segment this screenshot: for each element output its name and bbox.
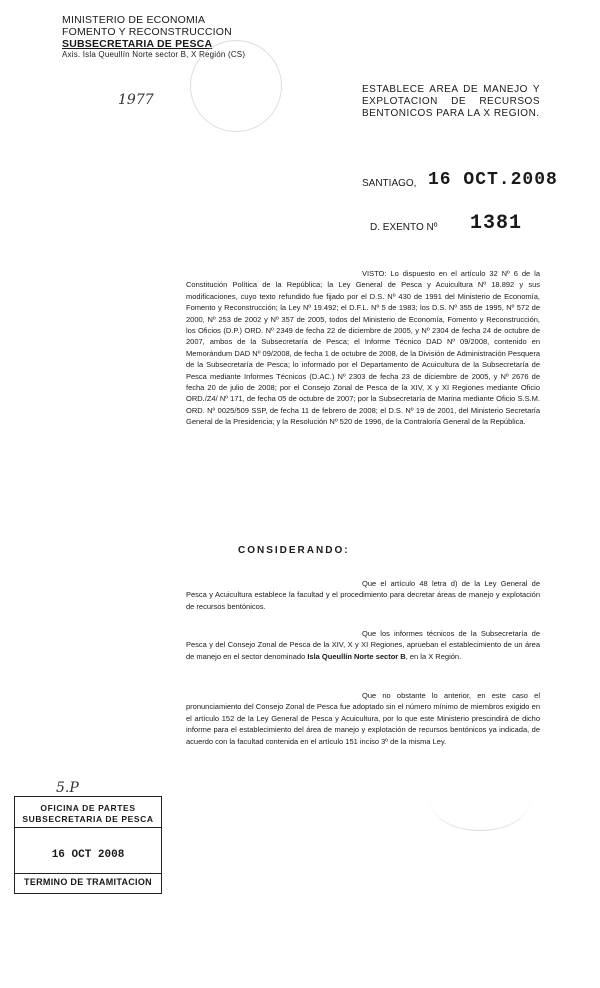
faded-seal-stamp (190, 40, 282, 132)
oficina-partes-stamp (14, 796, 162, 894)
decree-title: ESTABLECE AREA DE MANEJO Y EXPLOTACION DE RECURSOS BENTONICOS PARA LA X REGION. (362, 84, 540, 119)
margin-handwriting: 5.P (56, 780, 79, 796)
exento-number: 1381 (470, 212, 523, 235)
date-stamp: 16 OCT.2008 (428, 170, 558, 190)
p2-text-before: Que los informes técnicos de la Subsecretaría de Pesca y del Consejo Zonal de Pesca de la XIV, X y XI Regiones, aprueban el establecimiento de un área de manejo en el sector denominado (186, 629, 540, 661)
stamp-divider (15, 827, 161, 828)
date-label: SANTIAGO, (362, 178, 417, 189)
exento-label: D. EXENTO Nº (370, 222, 438, 233)
stamp-divider-2 (15, 873, 161, 874)
considerando-heading: CONSIDERANDO: (238, 545, 350, 556)
stamp-line-1: OFICINA DE PARTES (40, 803, 136, 813)
ministry-line-1: MINISTERIO DE ECONOMIA (62, 14, 206, 26)
p2-text-after: , en la X Región. (405, 651, 462, 661)
ministry-line-2: FOMENTO Y RECONSTRUCCION (62, 26, 232, 38)
stamp-date: 16 OCT 2008 (51, 849, 125, 861)
considerando-paragraph-3: Que no obstante lo anterior, en este caso el pronunciamiento del Consejo Zonal de Pesca fue adoptado sin el número mínimo de miembros exigido en el artículo 152 de la Ley General de Pesca y Acuicultura, por lo que este Ministerio prescindirá de dicho informe para el establecimiento del área de manejo y explotación de recursos bentónicos ya indicada, de acuerdo con la facultad contenida en el artículo 151 inciso 3º de la misma Ley. (186, 691, 540, 746)
p2-sector-name: Isla Queullín Norte sector B (307, 651, 406, 661)
considerando-paragraph-2 (186, 628, 540, 662)
subsecretaria-line: SUBSECRETARIA DE PESCA (62, 38, 213, 50)
visto-paragraph: VISTO: Lo dispuesto en el artículo 32 Nº 6 de la Constitución Política de la República; la Ley General de Pesca y Acuicultura Nº 18.892 y sus modificaciones, cuyo texto refundido fue fijado por el D.S. Nº 430 de 1991 del Ministerio de Economía, Fomento y Reconstrucción; la Ley Nº 19.492; el D.F.L. Nº 5 de 1983; los D.S. Nº 355 de 1995, Nº 572 de 2000, Nº 253 de 2002 y Nº 357 de 2005, todos del Ministerio de Economía, Fomento y Reconstrucción, los Oficios (D.P.) ORD. Nº 2349 de fecha 22 de diciembre de 2005, y Nº 2304 de fecha 24 de octubre de 2007, ambos de la Subsecretaría de Pesca; el Informe Técnico DAD Nº 09/2008, contenido en Memorándum DAD Nº 09/2008, de fecha 1 de octubre de 2008, de la División de Administración Pesquera de la Subsecretaría de Pesca; lo informado por el Departamento de Acuicultura de la Subsecretaría de Pesca mediante Informes Técnicos (D.AC.) Nº 2303 de fecha 23 de diciembre de 2005, y Nº 2676 de fecha 20 de julio de 2008; por el Consejo Zonal de Pesca de la XIV, X y XI Regiones mediante Oficio ORD./Z4/ Nº 171, de fecha 05 de octubre de 2007; por la Subsecretaría de Marina mediante Oficio S.S.M. ORD. Nº 0025/509 SSP, de fecha 11 de febrero de 2008; el D.S. Nº 19 de 2001, del Ministerio Secretaría General de la Presidencia; y la Resolución Nº 520 de 1996, de la Contraloría General de la República. (186, 269, 540, 427)
stamp-footer: TERMINO DE TRAMITACION (24, 877, 152, 887)
considerando-paragraph-1: Que el artículo 48 letra d) de la Ley General de Pesca y Acuicultura establece la facultad y el procedimiento para decretar áreas de manejo y explotación de recursos bentónicos. (186, 579, 540, 611)
handwritten-number: 1977 (118, 92, 154, 108)
stamp-line-2: SUBSECRETARIA DE PESCA (22, 814, 154, 824)
signature-mark (430, 770, 530, 831)
reference-line: Axis. Isla Queullín Norte sector B, X Región (CS) (62, 50, 246, 59)
